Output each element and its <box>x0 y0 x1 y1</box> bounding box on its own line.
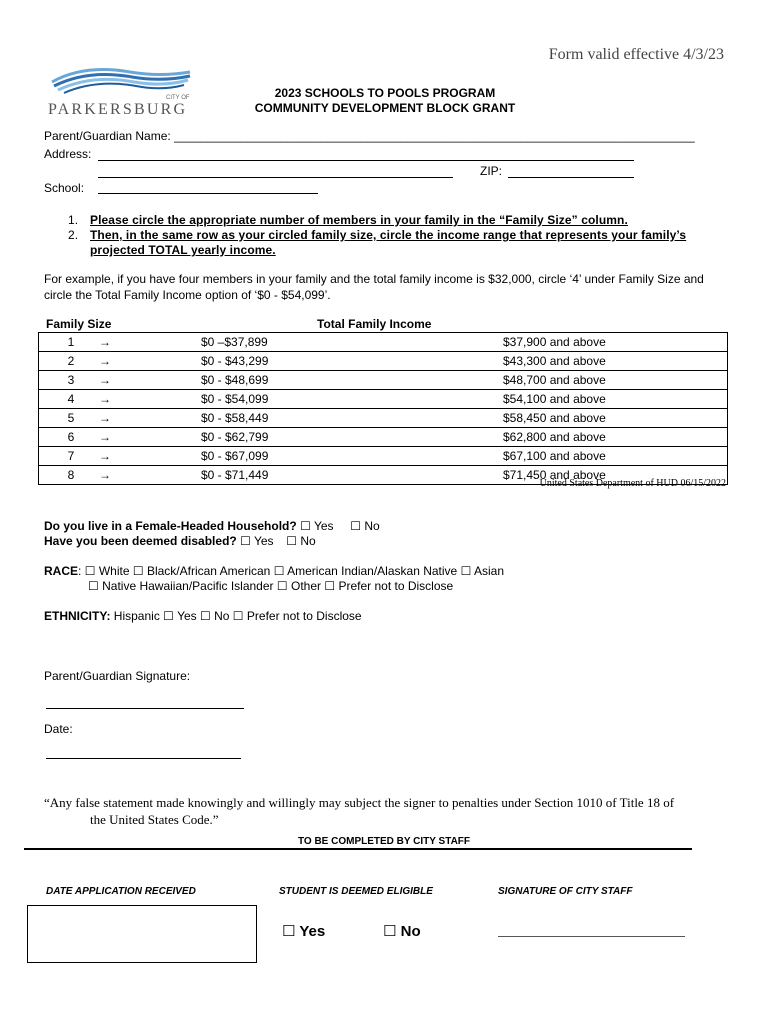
hud-source-note: United States Department of HUD 06/15/2022 <box>539 478 726 489</box>
address-field-line-2[interactable] <box>98 177 453 178</box>
date-received-box[interactable] <box>27 905 257 963</box>
race-row-2 <box>88 579 453 594</box>
eligible-no-option[interactable] <box>383 922 421 940</box>
yes-label: Yes <box>253 534 274 548</box>
race-white: White <box>98 564 130 578</box>
checkbox-icon[interactable]: ☐ <box>286 534 297 548</box>
income-high-cell[interactable]: $67,100 and above <box>503 449 606 463</box>
table-row <box>39 390 727 409</box>
table-row <box>39 409 727 428</box>
eligible-yes-label: Yes <box>299 923 326 940</box>
no-label: No <box>364 519 380 533</box>
ethnicity-row <box>44 609 362 624</box>
table-row <box>39 371 727 390</box>
income-high-cell[interactable]: $37,900 and above <box>503 335 606 349</box>
instructions-list <box>44 213 734 258</box>
income-high-cell[interactable]: $43,300 and above <box>503 354 606 368</box>
staff-section-title: TO BE COMPLETED BY CITY STAFF <box>297 836 471 847</box>
checkbox-icon[interactable]: ☐ <box>199 609 211 623</box>
arrow-icon: → <box>99 449 111 463</box>
eligible-no-label: No <box>400 923 421 940</box>
income-table <box>38 332 728 485</box>
parent-name-row <box>44 129 695 144</box>
family-size-cell[interactable]: 7 <box>67 449 75 463</box>
checkbox-icon[interactable]: ☐ <box>282 923 296 940</box>
checkbox-icon[interactable]: ☐ <box>240 534 251 548</box>
checkbox-icon[interactable]: ☐ <box>324 579 336 593</box>
income-high-cell[interactable]: $71,450 and above <box>503 468 606 482</box>
arrow-icon: → <box>99 430 111 444</box>
arrow-icon: → <box>99 392 111 406</box>
income-high-cell[interactable]: $62,800 and above <box>503 430 606 444</box>
total-income-header: Total Family Income <box>317 317 432 331</box>
ethnicity-hispanic: Hispanic <box>113 609 160 623</box>
zip-field[interactable] <box>508 177 634 178</box>
income-low-cell[interactable]: $0 - $43,299 <box>201 354 269 368</box>
checkbox-icon[interactable]: ☐ <box>350 519 361 533</box>
family-size-cell[interactable]: 3 <box>67 373 75 387</box>
income-low-cell[interactable]: $0 - $54,099 <box>201 392 269 406</box>
form-valid-note: Form valid effective 4/3/23 <box>548 46 724 63</box>
logo-city-of: CITY OF <box>166 95 190 101</box>
race-asian: Asian <box>474 564 505 578</box>
family-size-cell[interactable]: 5 <box>67 411 75 425</box>
date-field[interactable] <box>46 758 241 759</box>
race-hawaiian: Native Hawaiian/Pacific Islander <box>102 579 274 593</box>
female-household-row <box>44 519 380 534</box>
family-size-header: Family Size <box>46 317 112 331</box>
income-high-cell[interactable]: $48,700 and above <box>503 373 606 387</box>
instruction-item <box>44 228 734 258</box>
arrow-icon: → <box>99 354 111 368</box>
no-label: No <box>300 534 316 548</box>
checkbox-icon[interactable]: ☐ <box>163 609 174 623</box>
address-label: Address: <box>44 147 92 161</box>
signature-label: Parent/Guardian Signature: <box>44 669 191 683</box>
no-label: No <box>214 609 230 623</box>
income-low-cell[interactable]: $0 - $67,099 <box>201 449 269 463</box>
race-row-1: RACE: ☐ White ☐ Black/African American ☐ American Indian/Alaskan Native ☐ Asian <box>44 564 505 578</box>
arrow-icon: → <box>99 468 111 482</box>
income-low-cell[interactable]: $0 –$37,899 <box>201 335 268 349</box>
date-label: Date: <box>44 722 73 736</box>
family-size-cell[interactable]: 1 <box>67 335 75 349</box>
arrow-icon: → <box>99 411 111 425</box>
yes-label: Yes <box>313 519 334 533</box>
staff-signature-field[interactable] <box>498 924 685 937</box>
instruction-text: Then, in the same row as your circled family size, circle the income range that represents your family’s projected TOTAL yearly income. <box>90 228 687 257</box>
penalty-line-1: “Any false statement made knowingly and willingly may subject the signer to penalties under Section 1010 of Title 18 of <box>44 795 675 810</box>
ethnicity-label: ETHNICITY: <box>44 609 111 623</box>
title-line-2: COMMUNITY DEVELOPMENT BLOCK GRANT <box>254 101 516 115</box>
family-size-cell[interactable]: 8 <box>67 468 75 482</box>
income-high-cell[interactable]: $54,100 and above <box>503 392 606 406</box>
signature-field[interactable] <box>46 708 244 709</box>
checkbox-icon[interactable]: ☐ <box>88 579 99 593</box>
checkbox-icon[interactable]: ☐ <box>84 564 96 578</box>
form-title <box>230 86 540 116</box>
checkbox-icon[interactable]: ☐ <box>273 564 285 578</box>
title-line-1: 2023 SCHOOLS TO POOLS PROGRAM <box>274 86 496 100</box>
family-size-cell[interactable]: 2 <box>67 354 75 368</box>
eligible-header: STUDENT IS DEEMED ELIGIBLE <box>279 886 433 897</box>
penalty-statement <box>44 794 734 828</box>
family-size-cell[interactable]: 4 <box>67 392 75 406</box>
race-native-american: American Indian/Alaskan Native <box>287 564 458 578</box>
address-field-line-1[interactable] <box>98 160 634 161</box>
ethnicity-prefer-not: Prefer not to Disclose <box>246 609 362 623</box>
yes-label: Yes <box>177 609 197 623</box>
parkersburg-logo <box>44 66 194 118</box>
race-other: Other <box>290 579 321 593</box>
female-household-question: Do you live in a Female-Headed Household? <box>44 519 297 533</box>
table-row <box>39 447 727 466</box>
checkbox-icon[interactable]: ☐ <box>132 564 144 578</box>
instruction-number: 1. <box>68 213 79 227</box>
arrow-icon: → <box>99 335 111 349</box>
checkbox-icon[interactable]: ☐ <box>300 519 311 533</box>
example-text: For example, if you have four members in your family and the total family income is $32,000, circle ‘4’ under Family Size and circle the Total Family Income option of ‘$0 - $54,099’. <box>44 272 704 302</box>
income-high-cell[interactable]: $58,450 and above <box>503 411 606 425</box>
race-black: Black/African American <box>146 564 271 578</box>
staff-signature-header: SIGNATURE OF CITY STAFF <box>498 886 633 897</box>
instruction-number: 2. <box>68 228 79 242</box>
table-row <box>39 333 727 352</box>
parent-name-field[interactable]: ______________________________________________________________________________ <box>174 129 695 143</box>
income-low-cell[interactable]: $0 - $62,799 <box>201 430 269 444</box>
income-low-cell[interactable]: $0 - $48,699 <box>201 373 269 387</box>
instruction-item <box>44 213 734 228</box>
school-field[interactable] <box>98 193 318 194</box>
checkbox-icon[interactable]: ☐ <box>276 579 288 593</box>
staff-section-divider <box>24 848 692 850</box>
checkbox-icon[interactable]: ☐ <box>383 923 397 940</box>
table-row <box>39 428 727 447</box>
table-row <box>39 352 727 371</box>
race-prefer-not: Prefer not to Disclose <box>338 579 454 593</box>
school-label: School: <box>44 181 85 195</box>
disabled-question: Have you been deemed disabled? <box>44 534 237 548</box>
disabled-row <box>44 534 316 549</box>
race-label: RACE <box>44 564 79 578</box>
income-low-cell[interactable]: $0 - $58,449 <box>201 411 269 425</box>
instruction-text: Please circle the appropriate number of members in your family in the “Family Size” column. <box>90 213 628 227</box>
checkbox-icon[interactable]: ☐ <box>460 564 472 578</box>
eligible-yes-option[interactable] <box>282 922 325 940</box>
date-received-header: DATE APPLICATION RECEIVED <box>46 886 196 897</box>
income-low-cell[interactable]: $0 - $71,449 <box>201 468 269 482</box>
parent-name-label: Parent/Guardian Name: <box>44 129 171 143</box>
arrow-icon: → <box>99 373 111 387</box>
checkbox-icon[interactable]: ☐ <box>232 609 244 623</box>
penalty-line-2: the United States Code.” <box>90 812 219 827</box>
family-size-cell[interactable]: 6 <box>67 430 75 444</box>
logo-name: PARKERSBURG <box>48 101 188 118</box>
zip-label: ZIP: <box>480 164 503 178</box>
